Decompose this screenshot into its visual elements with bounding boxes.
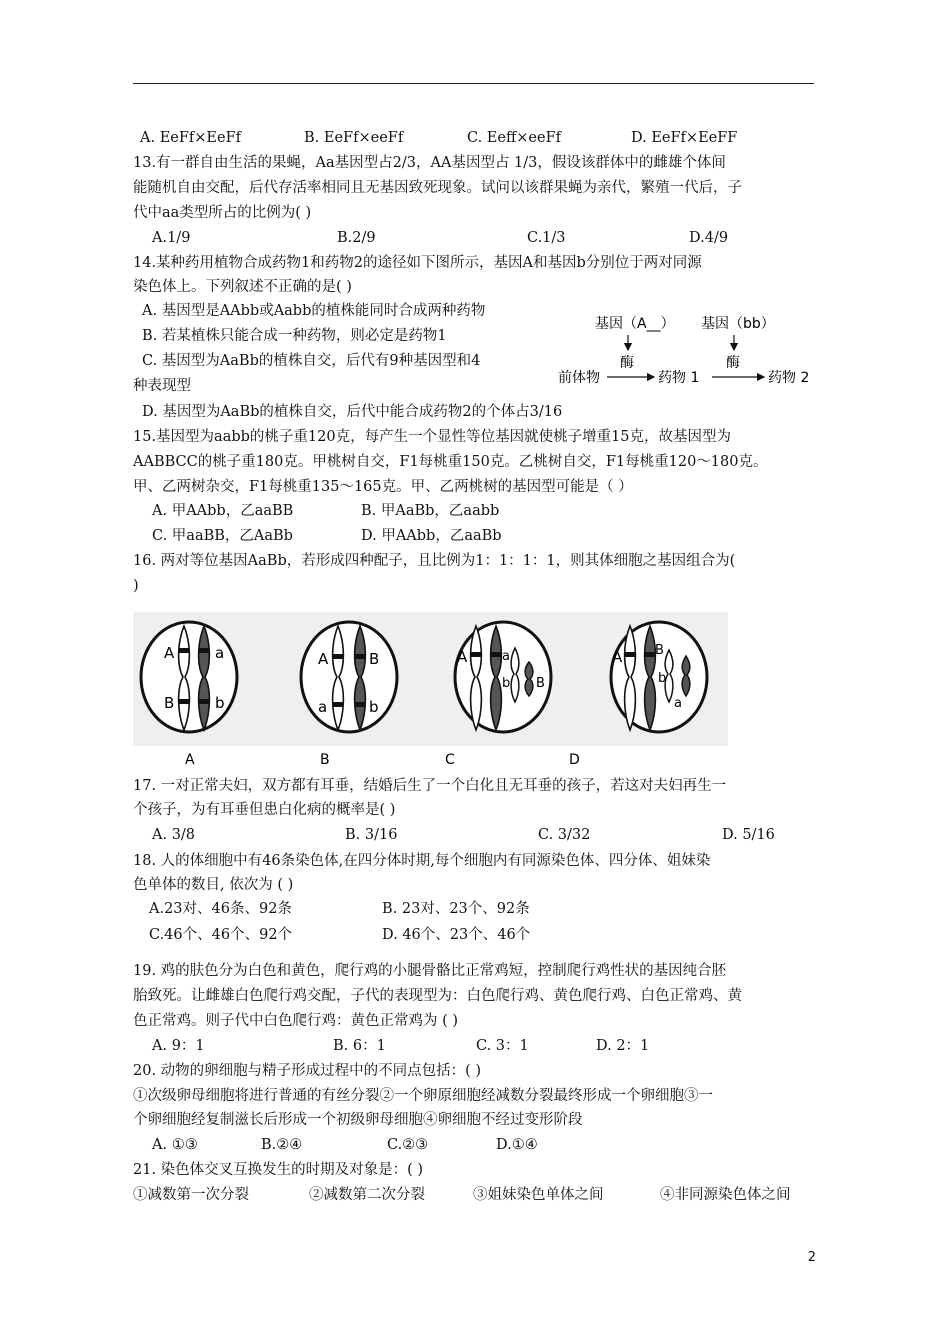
q13-stem-line3: 代中aa类型所占的比例为( ) [133, 205, 312, 221]
cell-d-gene-2: B [655, 643, 664, 658]
q15-option-b: B. 甲AaBb，乙aabb [361, 503, 500, 519]
cell-b-gene-4: b [369, 698, 379, 716]
cell-c-label: C [445, 752, 455, 768]
q14-option-d: D. 基因型为AaBb的植株自交，后代中能合成药物2的个体占3/16 [142, 404, 563, 420]
q18-option-b: B. 23对、23个、92条 [382, 901, 530, 917]
q19-option-c: C. 3：1 [476, 1038, 529, 1054]
cell-b-gene-1: A [318, 650, 329, 668]
q19-option-b: B. 6：1 [333, 1038, 386, 1054]
q17-stem-line2: 个孩子，为有耳垂但患白化病的概率是( ) [133, 802, 396, 818]
q19-stem-line2: 胎致死。让雌雄白色爬行鸡交配，子代的表现型为：白色爬行鸡、黄色爬行鸡、白色正常鸡、黄 [133, 988, 742, 1004]
cell-d-gene-3: b [658, 671, 667, 686]
q14-stem-line2: 染色体上。下列叙述不正确的是( ) [133, 279, 352, 295]
drug2-label: 药物 2 [768, 370, 810, 386]
header-rule [133, 83, 814, 84]
cell-a-gene-2: a [215, 644, 225, 662]
cell-c-gene-1: A [457, 648, 468, 666]
q21-item-2: ②减数第二次分裂 [309, 1187, 425, 1203]
precursor-label: 前体物 [558, 370, 600, 386]
q20-option-d: D.①④ [496, 1137, 538, 1153]
cell-d-gene-4: a [674, 696, 682, 711]
cell-b-gene-2: B [369, 650, 380, 668]
q14-option-a: A. 基因型是AAbb或Aabb的植株能同时合成两种药物 [142, 303, 486, 319]
q17-option-d: D. 5/16 [722, 827, 775, 843]
cell-d-label: D [569, 752, 580, 768]
q12-option-b: B. EeFf×eeFf [304, 130, 404, 146]
q14-stem-line1: 14.某种药用植物合成药物1和药物2的途径如下图所示，基因A和基因b分别位于两对同源 [133, 255, 702, 271]
q13-option-c: C.1/3 [527, 230, 566, 246]
q19-option-a: A. 9：1 [152, 1038, 205, 1054]
q12-option-c: C. Eeff×eeFf [467, 130, 562, 146]
q15-stem-line3: 甲、乙两树杂交，F1每桃重135～165克。甲、乙两桃树的基因型可能是（ ） [133, 479, 633, 495]
q17-option-c: C. 3/32 [538, 827, 591, 843]
chromosome-cells-figure [133, 612, 728, 768]
q15-stem-line2: AABBCC的桃子重180克。甲桃树自交，F1每桃重150克。乙桃树自交，F1每桃重120～180克。 [133, 454, 768, 470]
cell-a-gene-3: B [164, 694, 175, 712]
q14-option-c: C. 基因型为AaBb的植株自交，后代有9种基因型和4 [142, 353, 481, 369]
enzyme2-label: 酶 [726, 355, 740, 371]
page-number: 2 [807, 1250, 816, 1265]
q13-stem-line2: 能随机自由交配，后代存活率相同且无基因致死现象。试问以该群果蝇为亲代，繁殖一代后，子 [133, 180, 742, 196]
q20-option-c: C.②③ [387, 1137, 429, 1153]
cell-c-gene-3: b [502, 676, 511, 691]
cell-b [301, 622, 397, 732]
q16-stem-line2: ) [133, 578, 139, 594]
q21-item-3: ③姐妹染色单体之间 [473, 1187, 604, 1203]
drug1-label: 药物 1 [658, 370, 700, 386]
q12-option-d: D. EeFf×EeFF [631, 130, 738, 146]
q18-stem-line2: 色单体的数目, 依次为 ( ) [133, 877, 294, 893]
cell-a-gene-1: A [164, 644, 175, 662]
q20-option-b: B.②④ [261, 1137, 303, 1153]
q16-stem-line1: 16. 两对等位基因AaBb，若形成四种配子，且比例为1：1：1：1，则其体细胞之基因组合为( [133, 553, 736, 569]
gene-a-label: 基因（A__） [595, 316, 675, 332]
q20-stem-line3: 个卵细胞经复制滋长后形成一个初级卵母细胞④卵细胞不经过变形阶段 [133, 1112, 583, 1128]
q19-stem-line1: 19. 鸡的肤色分为白色和黄色，爬行鸡的小腿骨骼比正常鸡短，控制爬行鸡性状的基因纯合胚 [133, 963, 727, 979]
q21-item-4: ④非同源染色体之间 [660, 1187, 791, 1203]
cell-a [141, 622, 237, 732]
cell-a-gene-4: b [215, 694, 225, 712]
q12-option-a: A. EeFf×EeFf [140, 130, 242, 146]
q18-option-a: A.23对、46条、92条 [149, 901, 292, 917]
q18-option-c: C.46个、46个、92个 [149, 927, 293, 943]
q13-stem-line1: 13.有一群自由生活的果蝇，Aa基因型占2/3，AA基因型占 1/3，假设该群体中的雌雄个体间 [133, 155, 726, 171]
cell-c-gene-2: a [502, 649, 510, 664]
q17-option-b: B. 3/16 [345, 827, 398, 843]
q14-option-c-cont: 种表现型 [133, 378, 191, 394]
cell-b-gene-3: a [318, 698, 328, 716]
q21-stem-line1: 21. 染色体交叉互换发生的时期及对象是：( ) [133, 1162, 424, 1178]
q18-option-d: D. 46个、23个、46个 [382, 927, 531, 943]
q19-option-d: D. 2：1 [596, 1038, 650, 1054]
q20-stem-line1: 20. 动物的卵细胞与精子形成过程中的不同点包括：( ) [133, 1063, 482, 1079]
q15-option-c: C. 甲aaBB，乙AaBb [152, 528, 293, 544]
q13-option-a: A.1/9 [152, 230, 191, 246]
q21-item-1: ①减数第一次分裂 [133, 1187, 249, 1203]
q15-option-a: A. 甲AAbb，乙aaBB [152, 503, 294, 519]
cell-d [611, 622, 707, 732]
cell-c-gene-4: B [536, 676, 545, 691]
q15-option-d: D. 甲AAbb，乙aaBb [361, 528, 502, 544]
q13-option-d: D.4/9 [689, 230, 729, 246]
q17-stem-line1: 17. 一对正常夫妇，双方都有耳垂，结婚后生了一个白化且无耳垂的孩子，若这对夫妇再生一 [133, 778, 727, 794]
q20-option-a: A. ①③ [152, 1137, 198, 1153]
q14-option-b: B. 若某植株只能合成一种药物，则必定是药物1 [142, 328, 447, 344]
cell-a-label: A [185, 752, 195, 768]
cell-b-label: B [320, 752, 330, 768]
q13-option-b: B.2/9 [337, 230, 376, 246]
q18-stem-line1: 18. 人的体细胞中有46条染色体,在四分体时期,每个细胞内有同源染色体、四分体、姐妹染 [133, 853, 711, 869]
cell-c [455, 622, 551, 732]
q20-stem-line2: ①次级卵母细胞将进行普通的有丝分裂②一个卵原细胞经减数分裂最终形成一个卵细胞③一 [133, 1088, 713, 1104]
q15-stem-line1: 15.基因型为aabb的桃子重120克，每产生一个显性等位基因就使桃子增重15克，故基因型为 [133, 429, 732, 445]
drug-pathway-diagram [552, 306, 818, 392]
enzyme1-label: 酶 [620, 355, 634, 371]
q19-stem-line3: 色正常鸡。则子代中白色爬行鸡：黄色正常鸡为 ( ) [133, 1013, 459, 1029]
gene-bb-label: 基因（bb） [701, 316, 775, 332]
q17-option-a: A. 3/8 [152, 827, 196, 843]
cell-d-gene-1: A [612, 648, 623, 666]
